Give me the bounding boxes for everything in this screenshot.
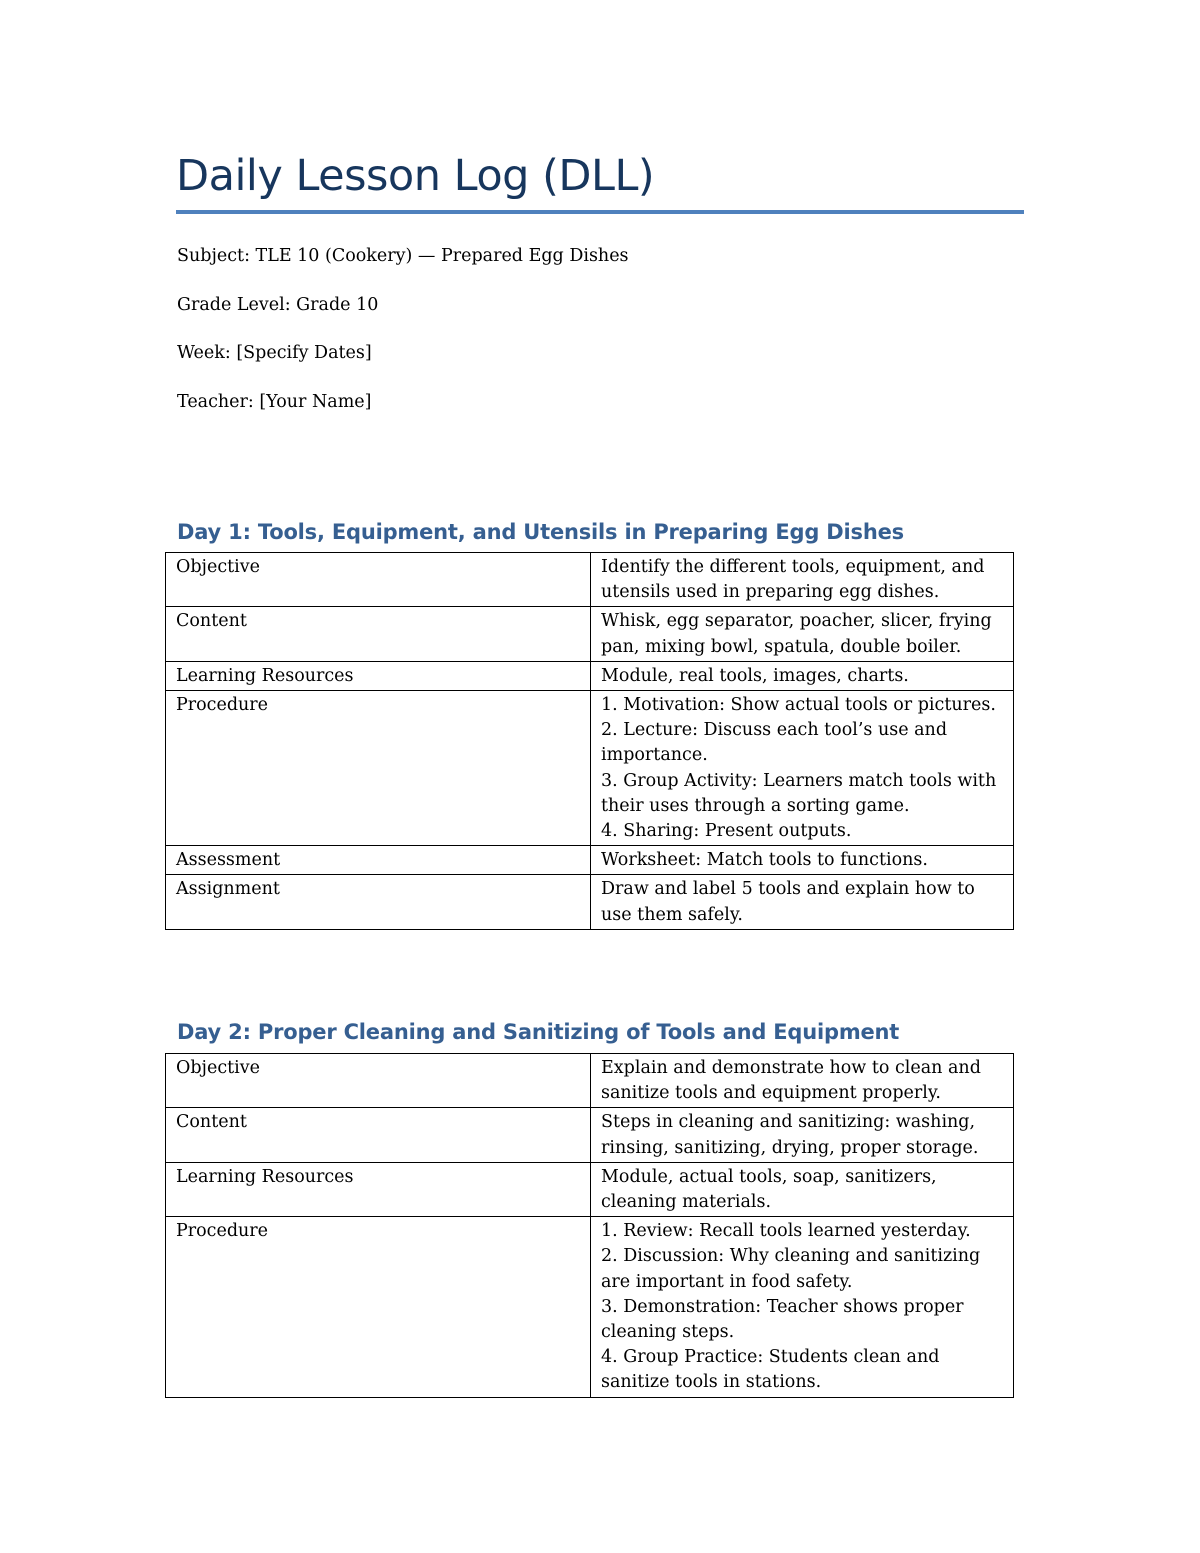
row-value-procedure xyxy=(591,691,1014,846)
procedure-step: 2. Lecture: Discuss each tool’s use and importance. xyxy=(601,720,948,766)
day-1-table xyxy=(165,552,1014,930)
subject-line: Subject: TLE 10 (Cookery) — Prepared Egg Dishes xyxy=(177,246,629,266)
procedure-step: 4. Group Practice: Students clean and sanitize tools in stations. xyxy=(601,1347,940,1393)
row-label-objective: Objective xyxy=(166,553,591,607)
row-value-assignment: Draw and label 5 tools and explain how to use them safely. xyxy=(591,875,1014,929)
row-value-objective: Explain and demonstrate how to clean and sanitize tools and equipment properly. xyxy=(591,1054,1014,1108)
row-label-learning-resources: Learning Resources xyxy=(166,1162,591,1216)
table-row xyxy=(166,1217,1014,1397)
row-value-content: Whisk, egg separator, poacher, slicer, frying pan, mixing bowl, spatula, double boiler. xyxy=(591,607,1014,661)
procedure-step: 2. Discussion: Why cleaning and sanitizing are important in food safety. xyxy=(601,1246,981,1292)
row-label-content: Content xyxy=(166,607,591,661)
row-label-content: Content xyxy=(166,1108,591,1162)
table-row xyxy=(166,607,1014,661)
title-underline xyxy=(176,210,1024,214)
procedure-step: 3. Group Activity: Learners match tools with their uses through a sorting game. xyxy=(601,770,997,816)
row-label-assessment: Assessment xyxy=(166,846,591,875)
document-title: Daily Lesson Log (DLL) xyxy=(176,151,655,201)
table-row xyxy=(166,661,1014,690)
row-label-procedure: Procedure xyxy=(166,691,591,846)
table-row xyxy=(166,846,1014,875)
row-label-assignment: Assignment xyxy=(166,875,591,929)
day-1-heading: Day 1: Tools, Equipment, and Utensils in Preparing Egg Dishes xyxy=(177,520,904,544)
procedure-step: 1. Review: Recall tools learned yesterday. xyxy=(601,1221,971,1242)
row-value-assessment: Worksheet: Match tools to functions. xyxy=(591,846,1014,875)
table-row xyxy=(166,875,1014,929)
day-2-heading: Day 2: Proper Cleaning and Sanitizing of Tools and Equipment xyxy=(177,1020,900,1044)
day-2-table xyxy=(165,1053,1014,1398)
row-value-learning-resources: Module, real tools, images, charts. xyxy=(591,661,1014,690)
table-row xyxy=(166,1162,1014,1216)
grade-level-line: Grade Level: Grade 10 xyxy=(177,295,379,315)
teacher-line: Teacher: [Your Name] xyxy=(177,392,372,412)
table-row xyxy=(166,553,1014,607)
table-row xyxy=(166,691,1014,846)
row-label-procedure: Procedure xyxy=(166,1217,591,1397)
row-value-content: Steps in cleaning and sanitizing: washing, rinsing, sanitizing, drying, proper storage. xyxy=(591,1108,1014,1162)
row-value-procedure xyxy=(591,1217,1014,1397)
row-value-learning-resources: Module, actual tools, soap, sanitizers, cleaning materials. xyxy=(591,1162,1014,1216)
procedure-step: 1. Motivation: Show actual tools or pictures. xyxy=(601,695,996,716)
table-row xyxy=(166,1108,1014,1162)
row-label-learning-resources: Learning Resources xyxy=(166,661,591,690)
procedure-step: 3. Demonstration: Teacher shows proper cleaning steps. xyxy=(601,1296,964,1343)
week-line: Week: [Specify Dates] xyxy=(177,343,372,363)
row-value-objective: Identify the different tools, equipment, and utensils used in preparing egg dishes. xyxy=(591,553,1014,607)
procedure-step: 4. Sharing: Present outputs. xyxy=(601,821,852,842)
row-label-objective: Objective xyxy=(166,1054,591,1108)
table-row xyxy=(166,1054,1014,1108)
